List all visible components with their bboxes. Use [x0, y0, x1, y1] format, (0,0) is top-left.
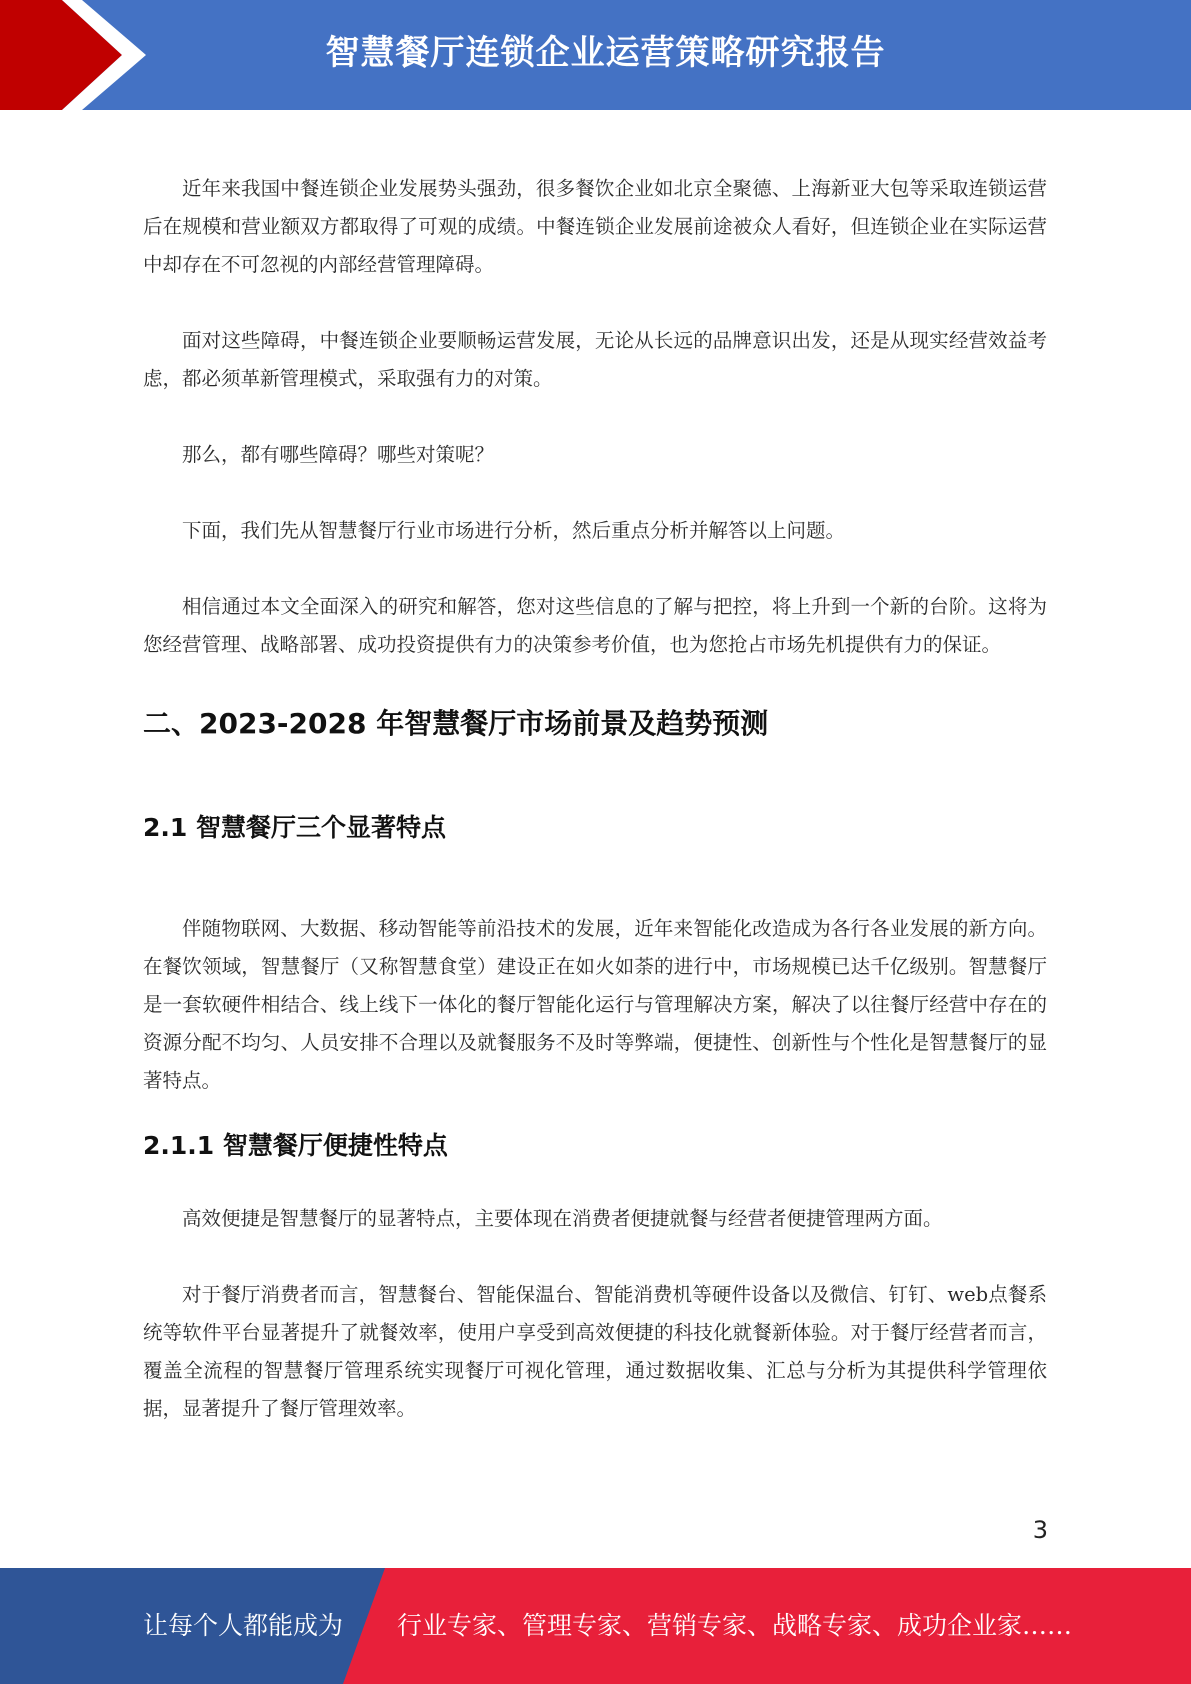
- paragraph: 面对这些障碍，中餐连锁企业要顺畅运营发展，无论从长远的品牌意识出发，还是从现实经营效益考虑，都必须革新管理模式，采取强有力的对策。: [143, 329, 1047, 390]
- subsubsection-heading: 2.1.1 智慧餐厅便捷性特点: [143, 1131, 448, 1160]
- paragraph: 相信通过本文全面深入的研究和解答，您对这些信息的了解与把控，将上升到一个新的台阶。这将为您经营管理、战略部署、成功投资提供有力的决策参考价值，也为您抢占市场先机提供有力的保证。: [143, 595, 1047, 656]
- paragraph: 伴随物联网、大数据、移动智能等前沿技术的发展，近年来智能化改造成为各行各业发展的新方向。在餐饮领域，智慧餐厅（又称智慧食堂）建设正在如火如荼的进行中，市场规模已达千亿级别。智慧餐厅是一套软硬件相结合、线上线下一体化的餐厅智能化运行与管理解决方案，解决了以往餐厅经营中存在的资源分配不均匀、人员安排不合理以及就餐服务不及时等弊端，便捷性、创新性与个性化是智慧餐厅的显著特点。: [143, 917, 1047, 1092]
- paragraph: 下面，我们先从智慧餐厅行业市场进行分析，然后重点分析并解答以上问题。: [182, 519, 846, 542]
- subsection-heading: 2.1 智慧餐厅三个显著特点: [143, 813, 446, 842]
- footer-slogan-left: 让每个人都能成为: [143, 1611, 344, 1640]
- paragraph: 那么，都有哪些障碍？哪些对策呢？: [182, 443, 495, 466]
- page-header: [0, 0, 1191, 110]
- page-number: 3: [1032, 1516, 1048, 1544]
- paragraph: 近年来我国中餐连锁企业发展势头强劲，很多餐饮企业如北京全聚德、上海新亚大包等采取连锁运营后在规模和营业额双方都取得了可观的成绩。中餐连锁企业发展前途被众人看好，但连锁企业在实际运营中却存在不可忽视的内部经营管理障碍。: [143, 177, 1047, 276]
- footer-slogan-right: 行业专家、管理专家、营销专家、战略专家、成功企业家……: [397, 1611, 1073, 1640]
- report-title: 智慧餐厅连锁企业运营策略研究报告: [325, 33, 886, 73]
- paragraph: 高效便捷是智慧餐厅的显著特点，主要体现在消费者便捷就餐与经营者便捷管理两方面。: [182, 1207, 943, 1230]
- section-heading: 二、2023-2028 年智慧餐厅市场前景及趋势预测: [143, 707, 769, 740]
- page-footer: [0, 1568, 1191, 1684]
- document-body: [143, 170, 1047, 1428]
- paragraph: 对于餐厅消费者而言，智慧餐台、智能保温台、智能消费机等硬件设备以及微信、钉钉、web点餐系统等软件平台显著提升了就餐效率，使用户享受到高效便捷的科技化就餐新体验。对于餐厅经营者而言，覆盖全流程的智慧餐厅管理系统实现餐厅可视化管理，通过数据收集、汇总与分析为其提供科学管理依据，显著提升了餐厅管理效率。: [143, 1283, 1047, 1420]
